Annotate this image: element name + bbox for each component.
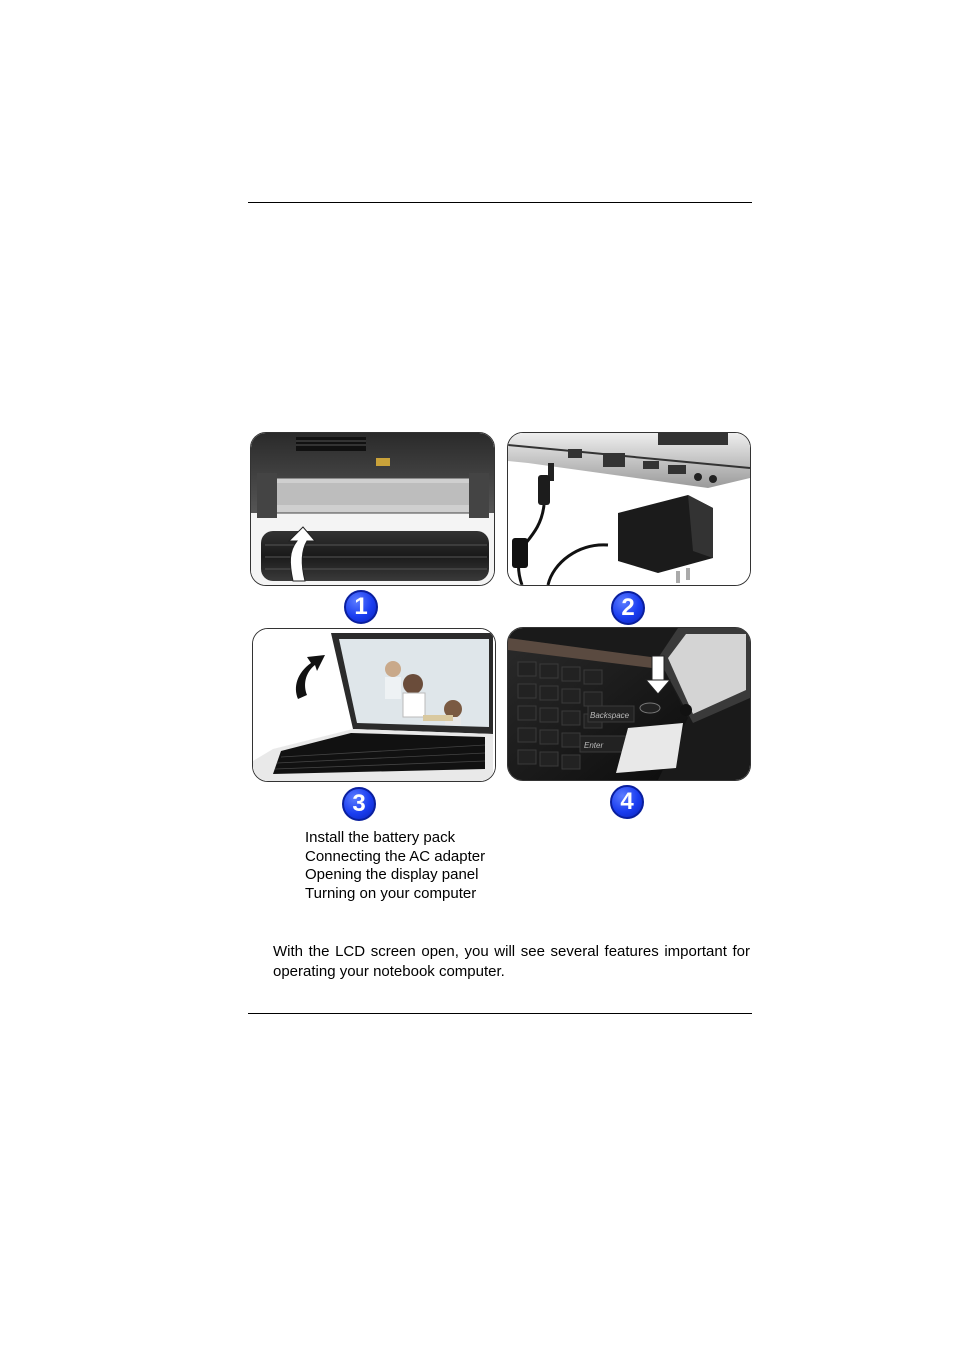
step-3-badge: 3 xyxy=(342,787,376,821)
ac-adapter-photo xyxy=(507,432,751,586)
power-on-photo xyxy=(507,627,751,781)
battery-install-photo xyxy=(250,432,495,586)
enter-key-label: Enter xyxy=(584,741,604,750)
step-4-badge: 4 xyxy=(610,785,644,819)
step-4-caption: Turning on your computer xyxy=(305,885,477,903)
step-1-caption: Install the battery pack xyxy=(305,829,456,846)
footer-rule xyxy=(248,1013,752,1014)
step-1-badge: 1 xyxy=(344,590,378,624)
open-display-photo xyxy=(252,628,496,782)
step-3-caption: Opening the display panel xyxy=(305,866,479,884)
step-caption-list xyxy=(305,829,485,904)
step-2-caption: Connecting the AC adapter xyxy=(305,847,486,865)
body-paragraph: With the LCD screen open, you will see several features important for operating your notebook computer. xyxy=(273,943,750,980)
header-rule xyxy=(248,202,752,203)
step-2-badge: 2 xyxy=(611,591,645,625)
backspace-key-label: Backspace xyxy=(590,711,630,720)
